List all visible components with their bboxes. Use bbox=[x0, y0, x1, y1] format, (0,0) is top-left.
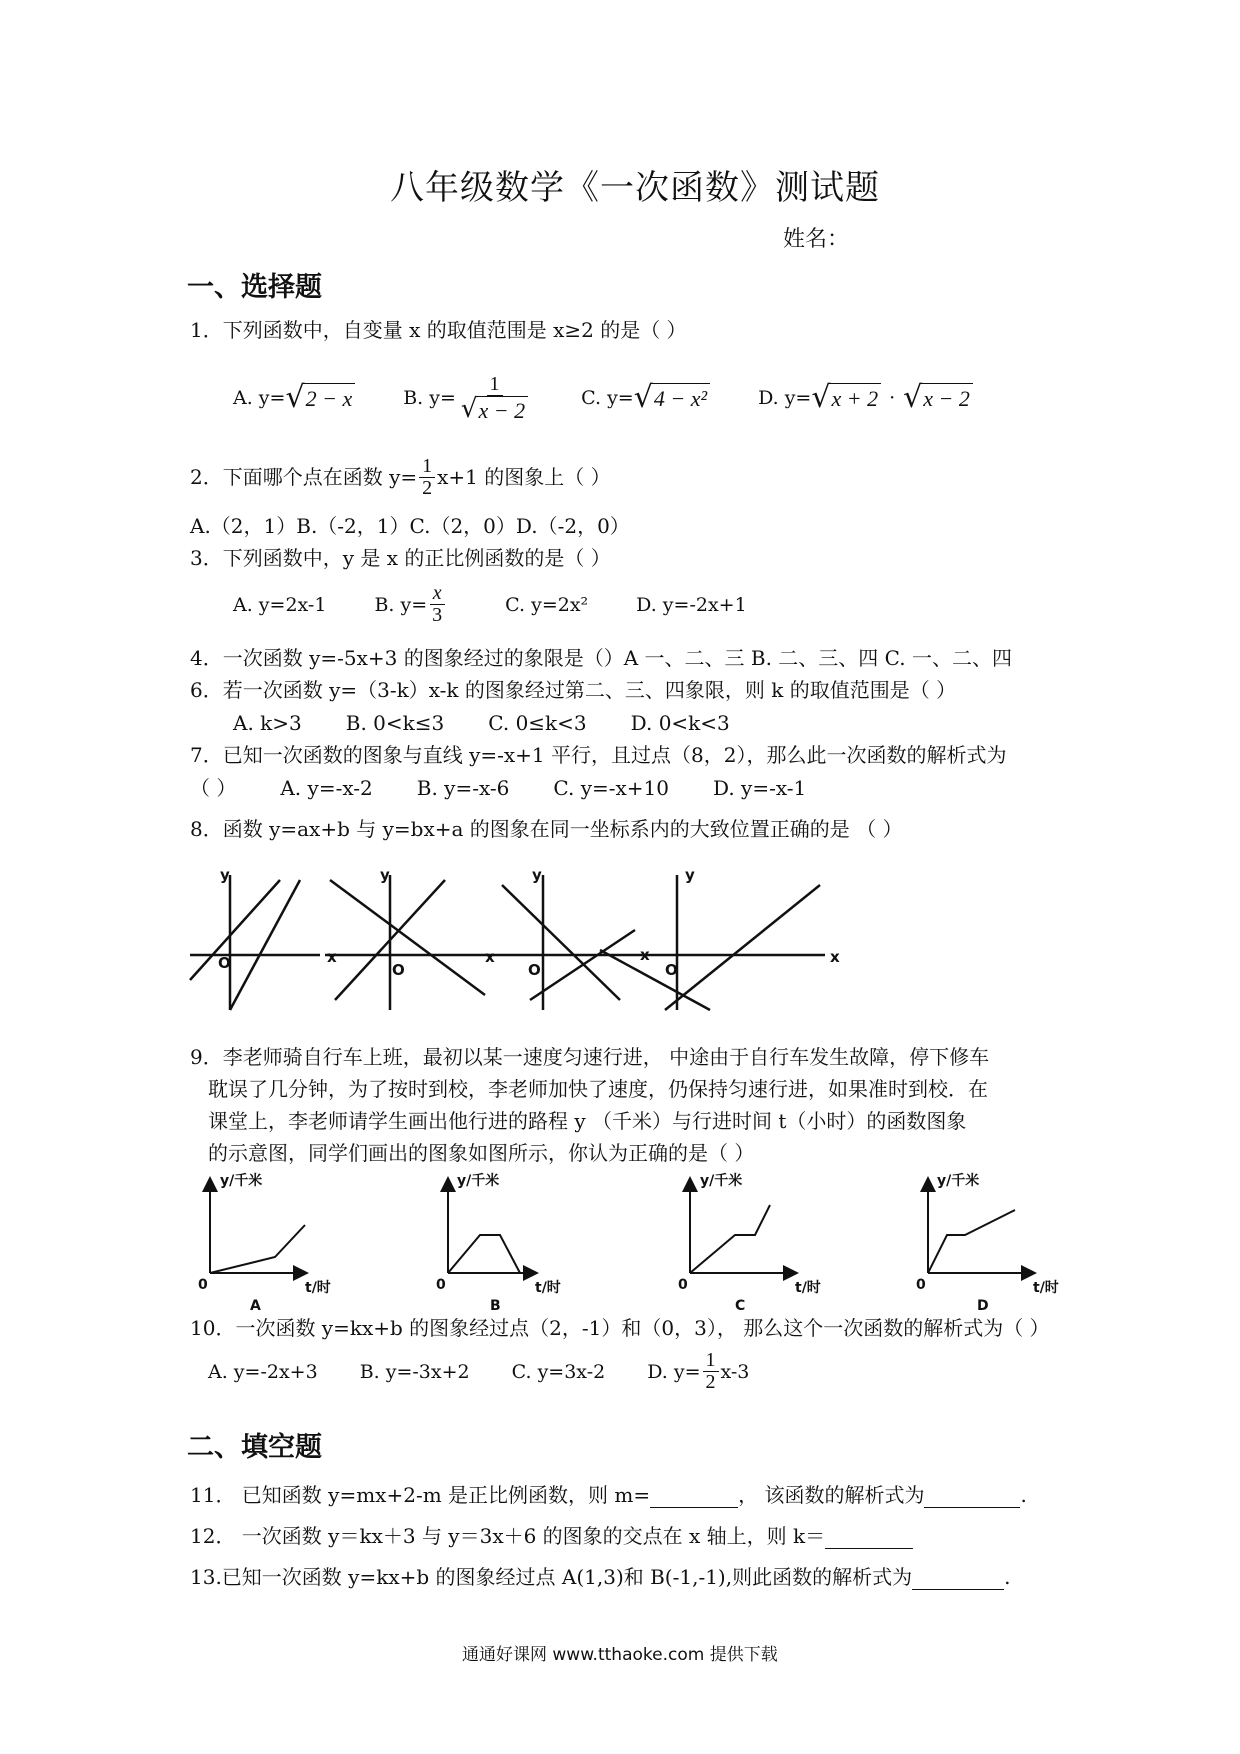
q7-option-d: D. y=-x-1 bbox=[713, 776, 807, 800]
q11-post: . bbox=[1020, 1483, 1027, 1507]
q9-gD-xlabel: t/时 bbox=[1033, 1280, 1059, 1296]
q3-stem: 3．下列函数中，y 是 x 的正比例函数的是（ ） bbox=[190, 546, 611, 570]
q1-option-a-label: A. y= bbox=[233, 387, 286, 410]
q3-option-d: D. y=-2x+1 bbox=[636, 593, 747, 616]
q9-gD-curve bbox=[928, 1210, 1015, 1273]
q1-options bbox=[233, 374, 973, 422]
q8-g4-origin: O bbox=[665, 961, 678, 979]
q10-option-c: C. y=3x-2 bbox=[511, 1360, 606, 1383]
q1-option-b-label: B. y= bbox=[403, 387, 456, 410]
q11-blank-m[interactable] bbox=[650, 1485, 738, 1508]
q9-gC-ylabel: y/千米 bbox=[700, 1173, 743, 1189]
q8-g1-line2 bbox=[230, 880, 300, 1010]
q13 bbox=[190, 1565, 1010, 1590]
q9-gC-curve bbox=[690, 1205, 770, 1273]
q9-gA-ylabel: y/千米 bbox=[220, 1173, 263, 1189]
q9-gC-origin: 0 bbox=[678, 1277, 688, 1293]
q8-g2-x-label: x bbox=[485, 948, 495, 966]
q9-line-4: 的示意图，同学们画出的图象如图所示，你认为正确的是（ ） bbox=[208, 1141, 755, 1165]
q9-gB-xlabel: t/时 bbox=[535, 1280, 561, 1296]
q9-gB-origin: 0 bbox=[436, 1277, 446, 1293]
q8-stem: 8．函数 y=ax+b 与 y=bx+a 的图象在同一坐标系内的大致位置正确的是 （ ） bbox=[190, 817, 903, 841]
q9-gB-curve bbox=[448, 1235, 520, 1273]
q7-paren: （ ） bbox=[190, 776, 237, 800]
q2-stem-pre: 2．下面哪个点在函数 y= bbox=[190, 465, 418, 489]
q9-gC-xlabel: t/时 bbox=[795, 1280, 821, 1296]
q8-g2-line1 bbox=[330, 880, 485, 995]
q11 bbox=[190, 1483, 1027, 1508]
q9-line-1: 9．李老师骑自行车上班，最初以某一速度匀速行进， 中途由于自行车发生故障，停下修车 bbox=[190, 1045, 990, 1069]
q3-option-b-label: B. y= bbox=[374, 593, 428, 616]
q10-option-d-fraction: $\frac{1}{2}$ bbox=[703, 1350, 719, 1393]
q12-blank-k[interactable] bbox=[825, 1526, 913, 1549]
q9-gB-label: B bbox=[490, 1298, 501, 1314]
q9-gD-label: D bbox=[977, 1298, 989, 1314]
q8-g3-y-label: y bbox=[532, 866, 542, 884]
q10-option-d-post: x-3 bbox=[720, 1360, 750, 1383]
q8-g1-line1 bbox=[190, 880, 280, 980]
q11-pre: 11． 已知函数 y=mx+2-m 是正比例函数，则 m= bbox=[190, 1483, 651, 1507]
q10-option-b: B. y=-3x+2 bbox=[359, 1360, 470, 1383]
q10-option-a: A. y=-2x+3 bbox=[208, 1360, 318, 1383]
q2-stem bbox=[190, 456, 611, 499]
q1-option-a-expr: √ 2 − x bbox=[285, 383, 355, 413]
q3-options bbox=[233, 583, 747, 626]
q7-options bbox=[190, 776, 806, 801]
q1-option-c-expr: √ 4 − x² bbox=[634, 383, 710, 413]
q8-graphs bbox=[180, 860, 860, 1020]
q9-line-2: 耽误了几分钟，为了按时到校，李老师加快了速度，仍保持匀速行进，如果准时到校．在 bbox=[208, 1077, 988, 1101]
q13-blank-expr[interactable] bbox=[912, 1567, 1004, 1590]
q2-fraction: $\frac{1}{2}$ bbox=[419, 456, 435, 499]
page-title: 八年级数学《一次函数》测试题 bbox=[390, 168, 880, 208]
q4-text: 4．一次函数 y=-5x+3 的图象经过的象限是（）A 一、二、三 B. 二、三、四 C. 一、二、四 bbox=[190, 646, 1012, 670]
q1-option-b-fraction: 1 √ x − 2 bbox=[458, 374, 531, 422]
q8-g2-origin: O bbox=[392, 961, 405, 979]
q8-g3-x-label: x bbox=[640, 946, 650, 964]
name-label: 姓名： bbox=[783, 227, 850, 252]
q8-g3-line2 bbox=[530, 930, 635, 1000]
q11-mid: ， 该函数的解析式为 bbox=[738, 1483, 925, 1507]
q13-pre: 13.已知一次函数 y=kx+b 的图象经过点 A(1,3)和 B(-1,-1),则此函数的解析式为 bbox=[190, 1565, 913, 1589]
q9-gA-origin: 0 bbox=[198, 1277, 208, 1293]
q7-option-c: C. y=-x+10 bbox=[553, 776, 669, 800]
q12 bbox=[190, 1524, 913, 1549]
q8-g1-x-label: x bbox=[327, 948, 337, 966]
q6-stem: 6．若一次函数 y=（3-k）x-k 的图象经过第二、三、四象限，则 k 的取值范围是（ ） bbox=[190, 678, 957, 702]
q9-gA-xlabel: t/时 bbox=[305, 1280, 331, 1296]
q9-gB-ylabel: y/千米 bbox=[457, 1173, 500, 1189]
q9-line-3: 课堂上，李老师请学生画出他行进的路程 y （千米）与行进时间 t（小时）的函数图象 bbox=[208, 1109, 967, 1133]
q8-g3-line1 bbox=[502, 885, 620, 1000]
q1-option-d-label: D. y= bbox=[758, 387, 812, 410]
q13-post: . bbox=[1004, 1565, 1011, 1589]
q8-g1-origin: O bbox=[218, 954, 231, 972]
q7-option-b: B. y=-x-6 bbox=[416, 776, 510, 800]
q12-pre: 12． 一次函数 y＝kx＋3 与 y＝3x＋6 的图象的交点在 x 轴上，则 k＝ bbox=[190, 1524, 826, 1548]
q11-blank-expr[interactable] bbox=[924, 1485, 1020, 1508]
q1-option-d-expr1: √ x + 2 bbox=[811, 383, 881, 413]
footer-source: 通通好课网 www.tthaoke.com 提供下载 bbox=[462, 1645, 778, 1665]
q6-option-c: C. 0≤k<3 bbox=[488, 711, 587, 735]
q9-gC-label: C bbox=[735, 1298, 746, 1314]
q3-option-a: A. y=2x-1 bbox=[233, 593, 327, 616]
q8-g3-origin: O bbox=[528, 961, 541, 979]
q1-option-d-expr2: √ x − 2 bbox=[903, 383, 973, 413]
q8-g4-y-label: y bbox=[685, 866, 695, 884]
q9-gA-label: A bbox=[250, 1298, 261, 1314]
q1-option-d-dot: · bbox=[889, 387, 896, 410]
q7-option-a: A. y=-x-2 bbox=[280, 776, 373, 800]
q6-option-d: D. 0<k<3 bbox=[630, 711, 730, 735]
q10-stem: 10．一次函数 y=kx+b 的图象经过点（2，-1）和（0，3）， 那么这个一次函数的解析式为（ ） bbox=[190, 1316, 1050, 1340]
section-fill-heading: 二、填空题 bbox=[187, 1432, 322, 1463]
q8-g4-x-label: x bbox=[830, 948, 840, 966]
q8-g2-y-label: y bbox=[380, 866, 390, 884]
q9-gD-origin: 0 bbox=[916, 1277, 926, 1293]
q8-g4-line1 bbox=[600, 950, 710, 1010]
q10-options bbox=[208, 1350, 749, 1393]
q6-options bbox=[233, 711, 730, 736]
section-choice-heading: 一、选择题 bbox=[187, 272, 322, 303]
q9-graphs bbox=[190, 1165, 1070, 1315]
q9-gA-curve bbox=[210, 1225, 305, 1273]
q3-option-c: C. y=2x² bbox=[505, 593, 589, 616]
q8-g1-y-label: y bbox=[220, 866, 230, 884]
q6-option-a: A. k>3 bbox=[233, 711, 302, 735]
q1-stem: 1．下列函数中，自变量 x 的取值范围是 x≥2 的是（ ） bbox=[190, 318, 687, 342]
q2-options: A.（2，1）B.（-2，1）C.（2，0）D.（-2，0） bbox=[190, 514, 630, 538]
q1-option-c-label: C. y= bbox=[581, 387, 634, 410]
q7-stem: 7．已知一次函数的图象与直线 y=-x+1 平行，且过点（8，2），那么此一次函数的解析式为 bbox=[190, 743, 1007, 767]
q9-gD-ylabel: y/千米 bbox=[937, 1173, 980, 1189]
q6-option-b: B. 0<k≤3 bbox=[345, 711, 445, 735]
q3-option-b-fraction: $\frac{x}{3}$ bbox=[429, 583, 445, 626]
q2-stem-post: x+1 的图象上（ ） bbox=[437, 465, 611, 489]
q8-g4-line2 bbox=[665, 885, 820, 1010]
q10-option-d-label: D. y= bbox=[647, 1360, 701, 1383]
